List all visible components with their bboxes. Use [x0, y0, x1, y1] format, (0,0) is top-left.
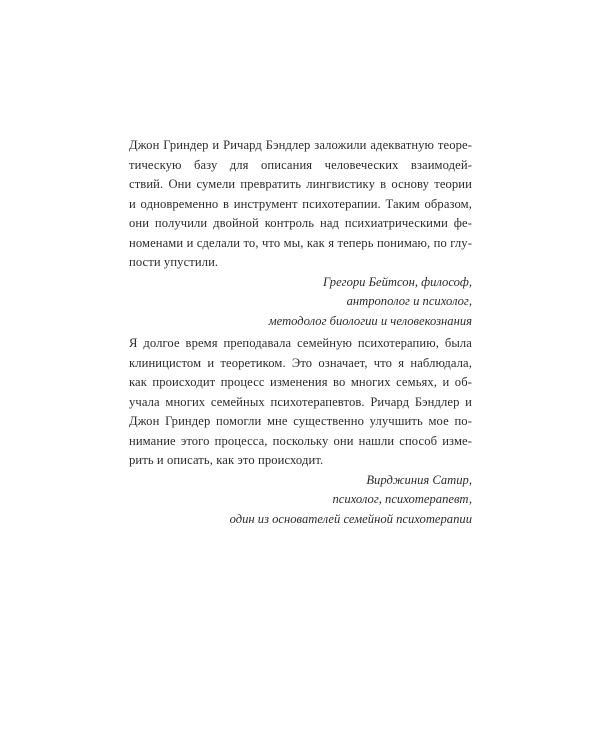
quote-line: тическую базу для описания человеческих взаимодей-: [129, 157, 472, 172]
attribution-line: Вирджиния Сатир,: [366, 472, 472, 487]
attribution-line: психолог, психотерапевт,: [332, 492, 472, 506]
quote-line: пости упустили.: [129, 255, 219, 269]
quote-line: рить и описать, как это происходит.: [129, 453, 324, 467]
quote-line: номенами и сделали то, что мы, как я теперь понимаю, по глу-: [129, 235, 472, 250]
quote-attribution: [129, 273, 472, 332]
attribution-line: методолог биологии и человекознания: [268, 313, 472, 328]
attribution-line: антрополог и психолог,: [346, 294, 472, 308]
quote-line: Я долгое время преподавала семейную психотерапию, была: [129, 336, 472, 350]
attribution-line: один из основателей семейной психотерапии: [229, 511, 472, 526]
quote-line: и одновременно в инструмент психотерапии. Таким образом,: [129, 196, 472, 211]
quote-attribution: [129, 471, 472, 530]
quote-text: [129, 136, 472, 273]
epigraph-quote-satir: [129, 334, 472, 529]
quote-line: клиницистом и теоретиком. Это означает, что я наблюдала,: [129, 355, 472, 370]
quote-line: Джон Гриндер помогли мне существенно улучшить мое по-: [129, 414, 472, 428]
attribution-line: Грегори Бейтсон, философ,: [322, 274, 472, 289]
quote-line: Джон Гриндер и Ричард Бэндлер заложили адекватную теоре-: [129, 138, 472, 152]
epigraph-quote-bateson: [129, 136, 472, 331]
quote-line: нимание этого процесса, поскольку они нашли способ измe-: [129, 433, 472, 448]
quote-text: [129, 334, 472, 471]
quote-line: учала многих семейных психотерапевтов. Ричард Бэндлер и: [129, 394, 472, 409]
quote-line: они получили двойной контроль над психиатрическими фе-: [129, 216, 472, 230]
quote-line: ствий. Они сумели превратить лингвистику в основу теории: [129, 177, 472, 191]
quote-line: как происходит процесс изменения во многих семьях, и об-: [129, 375, 472, 389]
